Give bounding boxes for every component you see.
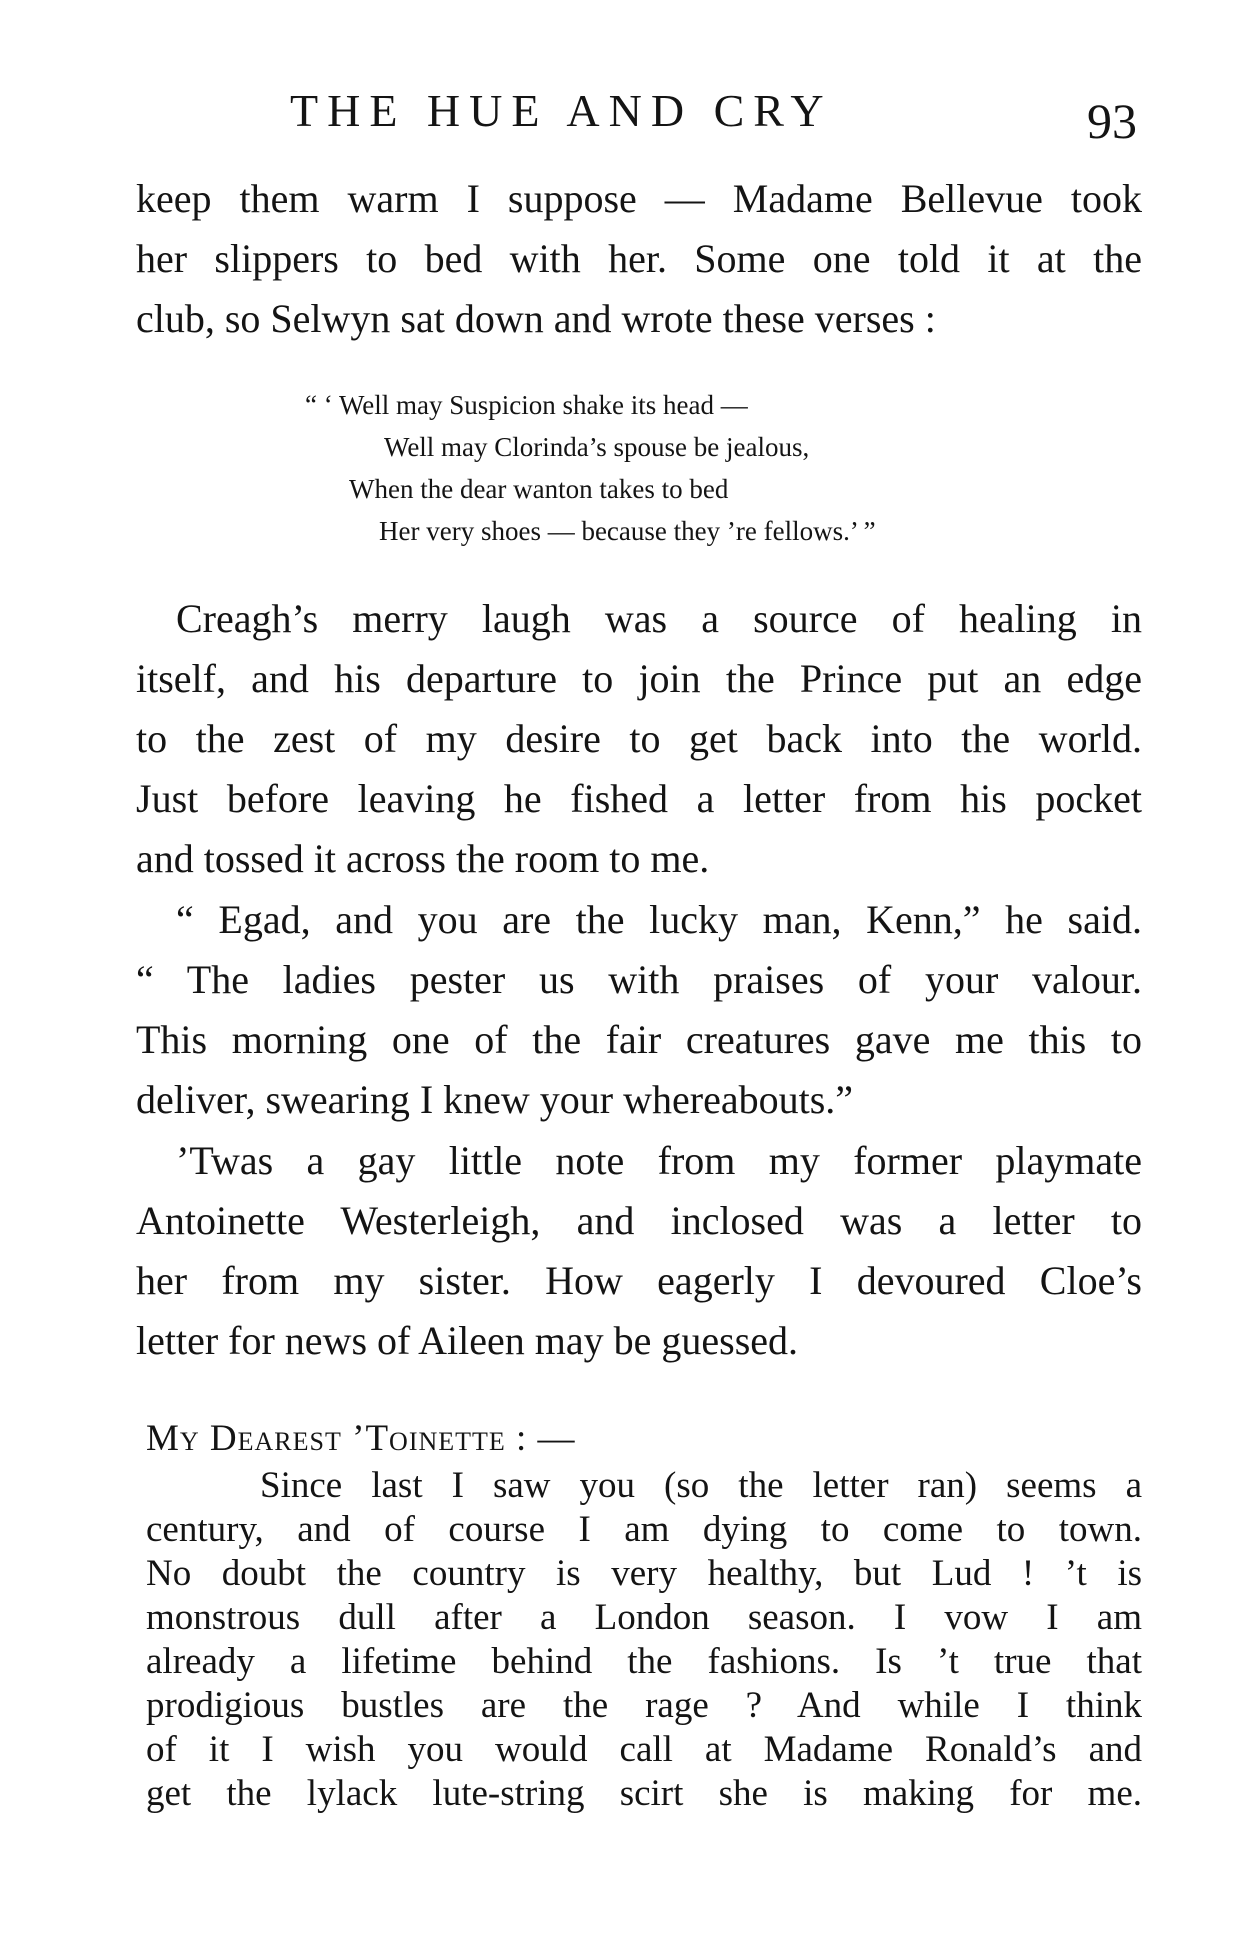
text-line: keep them warm I suppose — Madame Bellevue took bbox=[136, 176, 1142, 221]
text-line: deliver, swearing I knew your whereabouts.” bbox=[136, 1077, 854, 1122]
page-number: 93 bbox=[1087, 93, 1137, 149]
text-line: ’Twas a gay little note from my former playmate bbox=[176, 1138, 1142, 1183]
text-line: Creagh’s merry laugh was a source of healing in bbox=[176, 596, 1142, 641]
letter-line: century, and of course I am dying to come to town. bbox=[146, 1509, 1142, 1550]
text-line: itself, and his departure to join the Prince put an edge bbox=[136, 656, 1142, 701]
verse-line: “ ‘ Well may Suspicion shake its head — bbox=[305, 390, 748, 420]
letter-line: monstrous dull after a London season. I vow I am bbox=[146, 1597, 1142, 1638]
letter-line: Since last I saw you (so the letter ran) seems a bbox=[260, 1465, 1142, 1506]
letter-line: get the lylack lute-string scirt she is making for me. bbox=[146, 1773, 1142, 1814]
text-line: club, so Selwyn sat down and wrote these verses : bbox=[136, 296, 936, 341]
text-line: letter for news of Aileen may be guessed. bbox=[136, 1318, 799, 1363]
letter-line: of it I wish you would call at Madame Ronald’s and bbox=[146, 1729, 1142, 1770]
text-line: “ Egad, and you are the lucky man, Kenn,” he said. bbox=[176, 897, 1142, 942]
letter-line: prodigious bustles are the rage ? And while I think bbox=[146, 1685, 1142, 1726]
text-line: “ The ladies pester us with praises of your valour. bbox=[136, 957, 1142, 1002]
running-title: THE HUE AND CRY bbox=[290, 85, 833, 136]
text-line: her slippers to bed with her. Some one told it at the bbox=[136, 236, 1142, 281]
text-line: to the zest of my desire to get back into the world. bbox=[136, 716, 1142, 761]
text-line: Just before leaving he fished a letter from his pocket bbox=[136, 776, 1142, 821]
verse-line: When the dear wanton takes to bed bbox=[349, 474, 729, 504]
text-line: Antoinette Westerleigh, and inclosed was a letter to bbox=[136, 1198, 1142, 1243]
text-line: This morning one of the fair creatures gave me this to bbox=[136, 1017, 1142, 1062]
text-line: her from my sister. How eagerly I devoured Cloe’s bbox=[136, 1258, 1142, 1303]
verse-line: Her very shoes — because they ’re fellows.’ ” bbox=[379, 516, 876, 546]
letter-salutation: My Dearest ’Toinette : — bbox=[146, 1418, 576, 1459]
verse-line: Well may Clorinda’s spouse be jealous, bbox=[384, 432, 810, 462]
letter-line: already a lifetime behind the fashions. Is ’t true that bbox=[146, 1641, 1142, 1682]
letter-line: No doubt the country is very healthy, but Lud ! ’t is bbox=[146, 1553, 1142, 1594]
text-line: and tossed it across the room to me. bbox=[136, 836, 710, 881]
